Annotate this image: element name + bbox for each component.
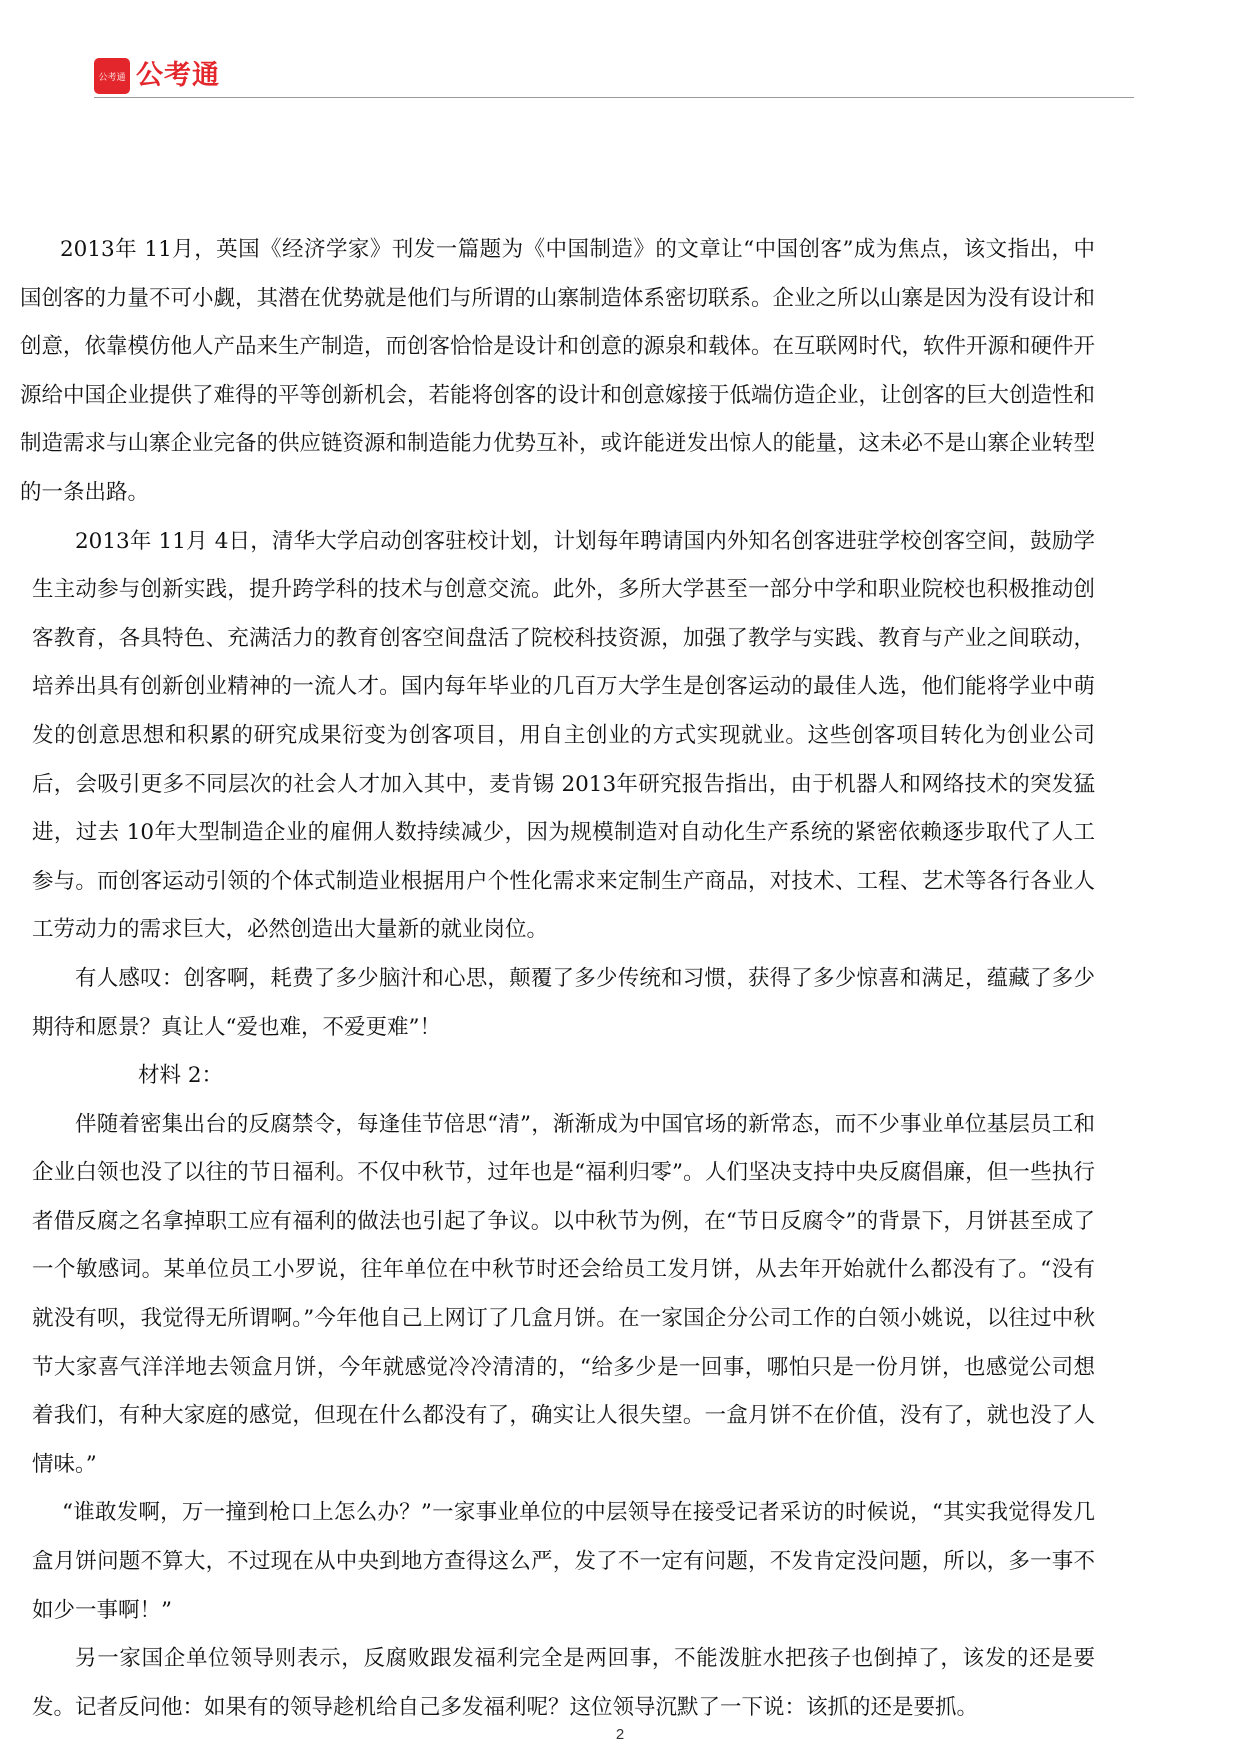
paragraph-tsinghua-maker: 2013年 11月 4日，清华大学启动创客驻校计划，计划每年聘请国内外知名创客进驻学校创客空间，鼓励学生主动参与创新实践，提升跨学科的技术与创意交流。此外，多所大学甚至一部分中学和职业院校也积极推动创客教育，各具特色、充满活力的教育创客空间盘活了院校科技资源，加强了教学与实践、教育与产业之间联动，培养出具有创新创业精神的一流人才。国内每年毕业的几百万大学生是创客运动的最佳人选，他们能将学业中萌发的创意思想和积累的研究成果衍变为创客项目，用自主创业的方式实现就业。这些创客项目转化为创业公司后，会吸引更多不同层次的社会人才加入其中，麦肯锡 2013年研究报告指出，由于机器人和网络技术的突发猛进，过去 10年大型制造企业的雇佣人数持续减少，因为规模制造对自动化生产系统的紧密依赖逐步取代了人工参与。而创客运动引领的个体式制造业根据用户个性化需求来定制生产商品，对技术、工程、艺术等各行各业人工劳动力的需求巨大，必然创造出大量新的就业岗位。 — [32, 528, 1095, 943]
page-header — [94, 56, 1134, 98]
header-divider — [94, 97, 1134, 98]
paragraph-maker-sigh: 有人感叹：创客啊，耗费了多少脑汁和心思，颠覆了多少传统和习惯，获得了多少惊喜和满足，蕴藏了多少期待和愿景？真让人“爱也难，不爱更难”！ — [32, 965, 1095, 1040]
document-body — [20, 226, 1095, 1732]
paragraph-middle-manager-quote: “谁敢发啊，万一撞到枪口上怎么办？”一家事业单位的中层领导在接受记者采访的时候说，“其实我觉得发几盒月饼问题不算大，不过现在从中央到地方查得这么严，发了不一定有问题，不发肯定没问题，所以，多一事不如少一事啊！” — [32, 1500, 1095, 1623]
material-2-heading: 材料 2： — [138, 1063, 224, 1089]
brand-logo-icon: 公考通 — [94, 58, 130, 94]
paragraph-soe-leader: 另一家国企单位领导则表示，反腐败跟发福利完全是两回事，不能泼脏水把孩子也倒掉了，该发的还是要发。记者反问他：如果有的领导趁机给自己多发福利呢？这位领导沉默了一下说：该抓的还是要抓。 — [32, 1646, 1095, 1720]
paragraph-economist-article: 2013年 11月，英国《经济学家》刊发一篇题为《中国制造》的文章让“中国创客”成为焦点，该文指出，中国创客的力量不可小觑，其潜在优势就是他们与所谓的山寨制造体系密切联系。企业之所以山寨是因为没有设计和创意，依靠模仿他人产品来生产制造，而创客恰恰是设计和创意的源泉和载体。在互联网时代，软件开源和硬件开源给中国企业提供了难得的平等创新机会，若能将创客的设计和创意嫁接于低端仿造企业，让创客的巨大创造性和制造需求与山寨企业完备的供应链资源和制造能力优势互补，或许能迸发出惊人的能量，这未必不是山寨企业转型的一条出路。 — [20, 237, 1096, 505]
page-number: 2 — [615, 1726, 625, 1743]
brand-name: 公考通 — [136, 60, 220, 91]
paragraph-anticorruption-welfare: 伴随着密集出台的反腐禁令，每逢佳节倍思“清”，渐渐成为中国官场的新常态，而不少事业单位基层员工和企业白领也没了以往的节日福利。不仅中秋节，过年也是“福利归零”。人们坚决支持中央反腐倡廉，但一些执行者借反腐之名拿掉职工应有福利的做法也引起了争议。以中秋节为例，在“节日反腐令”的背景下，月饼甚至成了一个敏感词。某单位员工小罗说，往年单位在中秋节时还会给员工发月饼，从去年开始就什么都没有了。“没有就没有呗，我觉得无所谓啊。”今年他自己上网订了几盒月饼。在一家国企分公司工作的白领小姚说，以往过中秋节大家喜气洋洋地去领盒月饼，今年就感觉冷冷清清的，“给多少是一回事，哪怕只是一份月饼，也感觉公司想着我们，有种大家庭的感觉，但现在什么都没有了，确实让人很失望。一盒月饼不在价值，没有了，就也没了人情味。” — [32, 1111, 1095, 1477]
